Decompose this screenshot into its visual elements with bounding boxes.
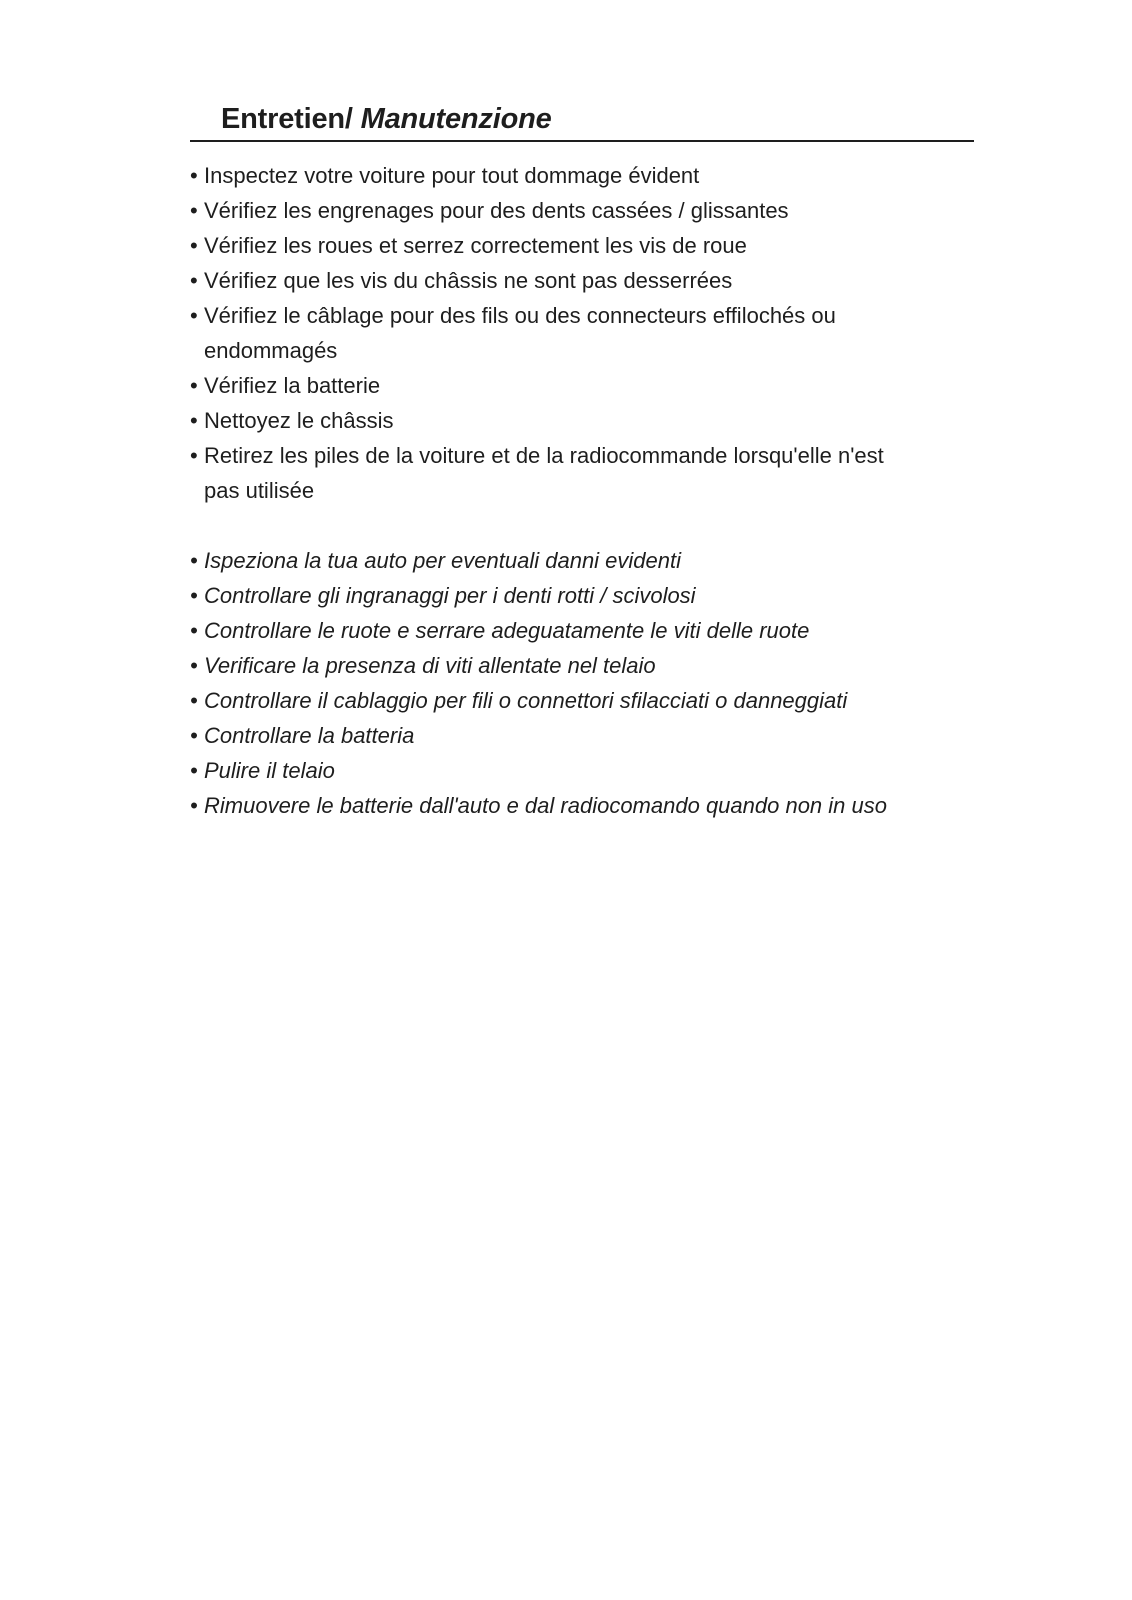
list-item: • Pulire il telaio [190,753,990,788]
list-item: • Rimuovere le batterie dall'auto e dal radiocomando quando non in uso [190,788,990,823]
list-item: • Vérifiez que les vis du châssis ne sont pas desserrées [190,263,990,298]
list-item: • Ispeziona la tua auto per eventuali danni evidenti [190,543,990,578]
list-item: • Vérifiez les engrenages pour des dents cassées / glissantes [190,193,990,228]
section-heading [190,98,974,142]
list-item: • Controllare il cablaggio per fili o connettori sfilacciati o danneggiati [190,683,990,718]
list-item: • Vérifiez le câblage pour des fils ou des connecteurs effilochés ou endommagés [190,298,990,368]
list-item: • Verificare la presenza di viti allentate nel telaio [190,648,990,683]
list-item: • Inspectez votre voiture pour tout dommage évident [190,158,990,193]
title-italian: Manutenzione [360,103,552,135]
list-item: • Controllare le ruote e serrare adeguatamente le viti delle ruote [190,613,990,648]
italian-maintenance-list [190,543,990,823]
list-item: • Nettoyez le châssis [190,403,990,438]
list-item: • Vérifiez la batterie [190,368,990,403]
list-item: • Controllare gli ingranaggi per i denti rotti / scivolosi [190,578,990,613]
list-item: • Vérifiez les roues et serrez correctement les vis de roue [190,228,990,263]
list-item: • Controllare la batteria [190,718,990,753]
page-title [221,103,552,136]
french-maintenance-list [190,158,990,508]
list-item: • Retirez les piles de la voiture et de la radiocommande lorsqu'elle n'est pas utilisée [190,438,990,508]
title-french: Entretien/ [221,103,353,135]
